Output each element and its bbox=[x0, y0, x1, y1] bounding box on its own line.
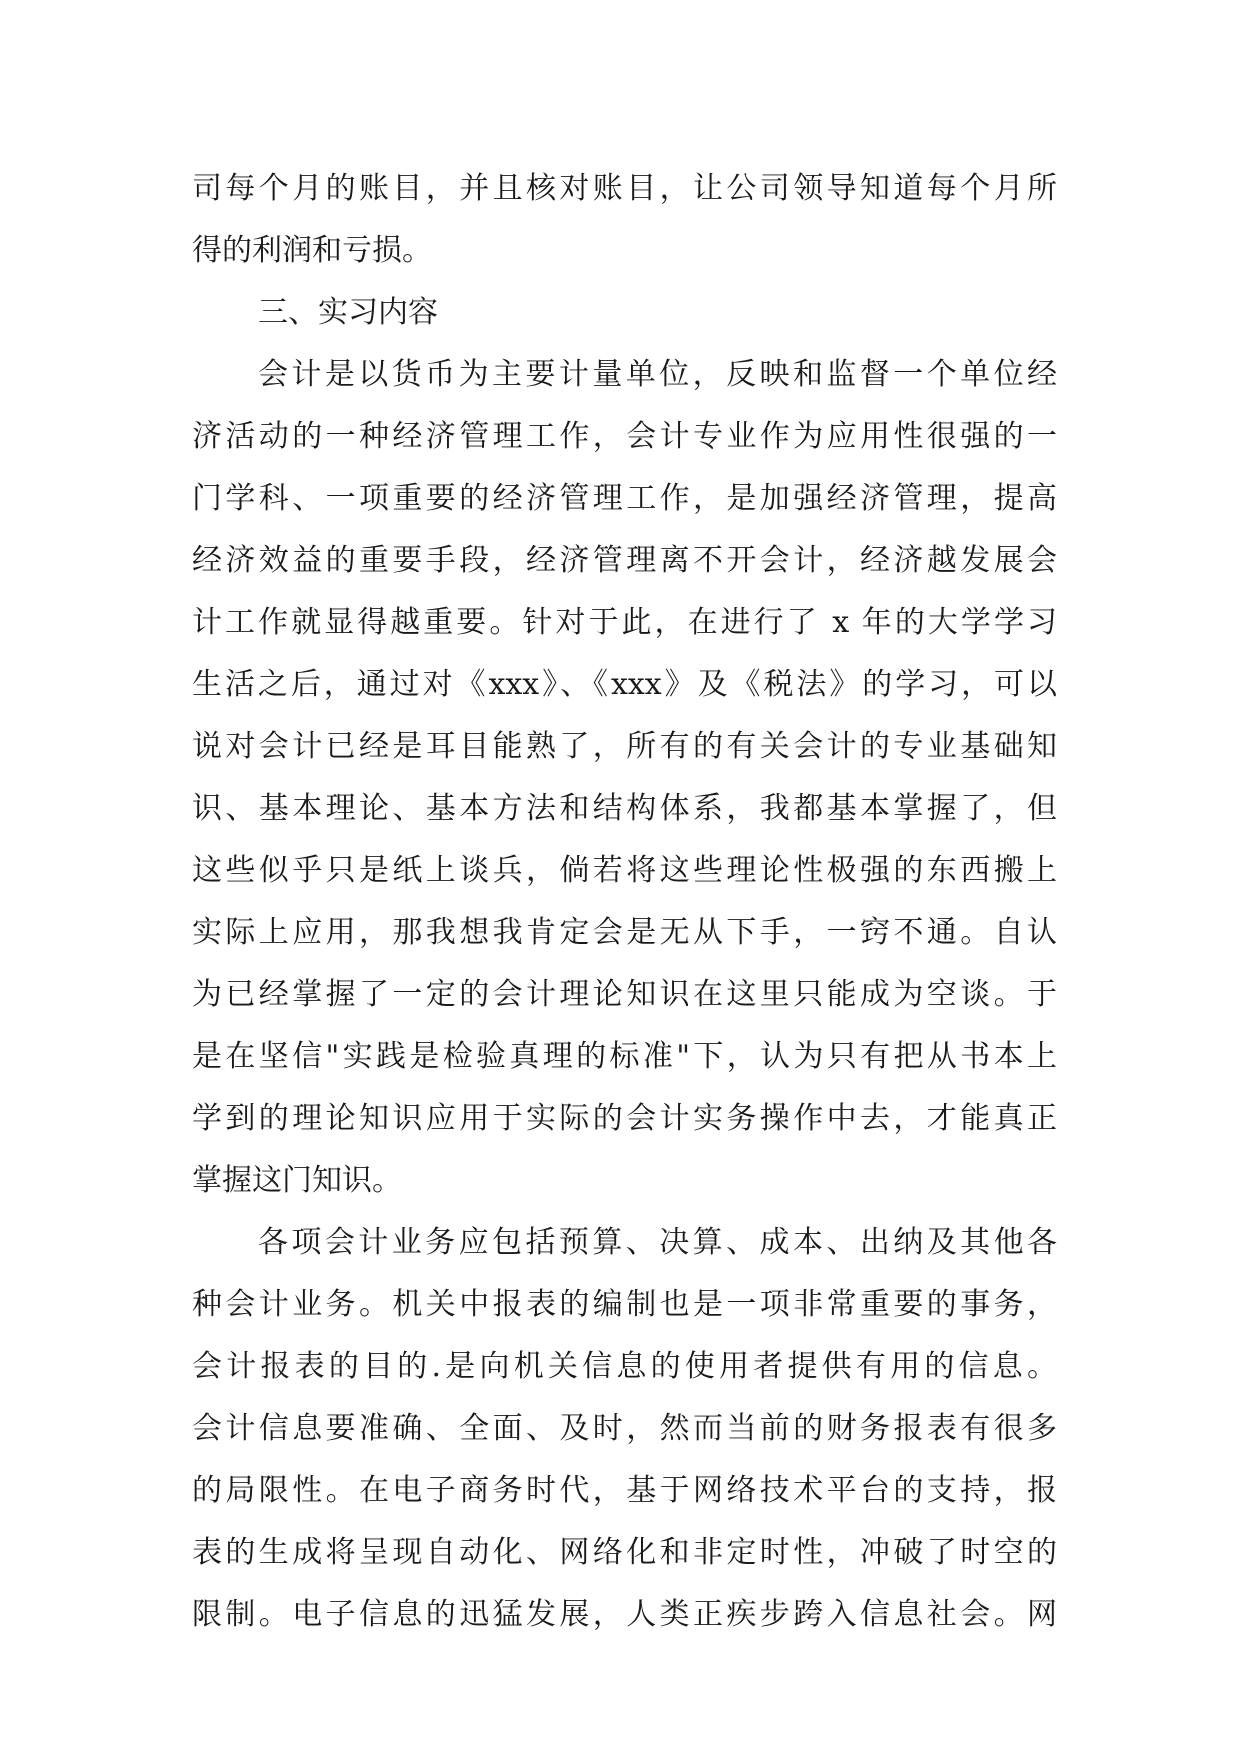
text-line: 识、基本理论、基本方法和结构体系，我都基本掌握了，但 bbox=[192, 791, 1057, 826]
text-line: 各项会计业务应包括预算、决算、成本、出纳及其他各 bbox=[258, 1225, 1057, 1260]
text-line: 会计报表的目的.是向机关信息的使用者提供有用的信息。 bbox=[192, 1349, 1057, 1384]
text-line: 说对会计已经是耳目能熟了，所有的有关会计的专业基础知 bbox=[192, 729, 1057, 764]
text-line: 为已经掌握了一定的会计理论知识在这里只能成为空谈。于 bbox=[192, 977, 1057, 1012]
text-line: 的局限性。在电子商务时代，基于网络技术平台的支持，报 bbox=[192, 1473, 1057, 1508]
text-line: 掌握这门知识。 bbox=[192, 1163, 402, 1198]
text-line: 会计信息要准确、全面、及时，然而当前的财务报表有很多 bbox=[192, 1411, 1057, 1446]
text-line: 济活动的一种经济管理工作，会计专业作为应用性很强的一 bbox=[192, 419, 1057, 454]
text-line: 计工作就显得越重要。针对于此，在进行了 x 年的大学学习 bbox=[192, 605, 1057, 640]
text-line: 学到的理论知识应用于实际的会计实务操作中去，才能真正 bbox=[192, 1101, 1057, 1136]
text-line: 表的生成将呈现自动化、网络化和非定时性，冲破了时空的 bbox=[192, 1535, 1057, 1570]
text-line: 种会计业务。机关中报表的编制也是一项非常重要的事务， bbox=[192, 1287, 1057, 1322]
text-line: 实际上应用，那我想我肯定会是无从下手，一窍不通。自认 bbox=[192, 915, 1057, 950]
section-heading: 三、实习内容 bbox=[258, 295, 438, 330]
text-line: 门学科、一项重要的经济管理工作，是加强经济管理，提高 bbox=[192, 481, 1057, 516]
text-line: 生活之后，通过对《xxx》、《xxx》及《税法》的学习，可以 bbox=[192, 667, 1057, 702]
text-line: 得的利润和亏损。 bbox=[192, 233, 432, 268]
text-line: 会计是以货币为主要计量单位，反映和监督一个单位经 bbox=[258, 357, 1057, 392]
text-line: 是在坚信"实践是检验真理的标准"下，认为只有把从书本上 bbox=[192, 1039, 1057, 1074]
text-line: 这些似乎只是纸上谈兵，倘若将这些理论性极强的东西搬上 bbox=[192, 853, 1057, 888]
text-line: 经济效益的重要手段，经济管理离不开会计，经济越发展会 bbox=[192, 543, 1057, 578]
text-line: 限制。电子信息的迅猛发展，人类正疾步跨入信息社会。网 bbox=[192, 1597, 1057, 1632]
text-line: 司每个月的账目，并且核对账目，让公司领导知道每个月所 bbox=[192, 171, 1057, 206]
document-body bbox=[192, 158, 1057, 1646]
